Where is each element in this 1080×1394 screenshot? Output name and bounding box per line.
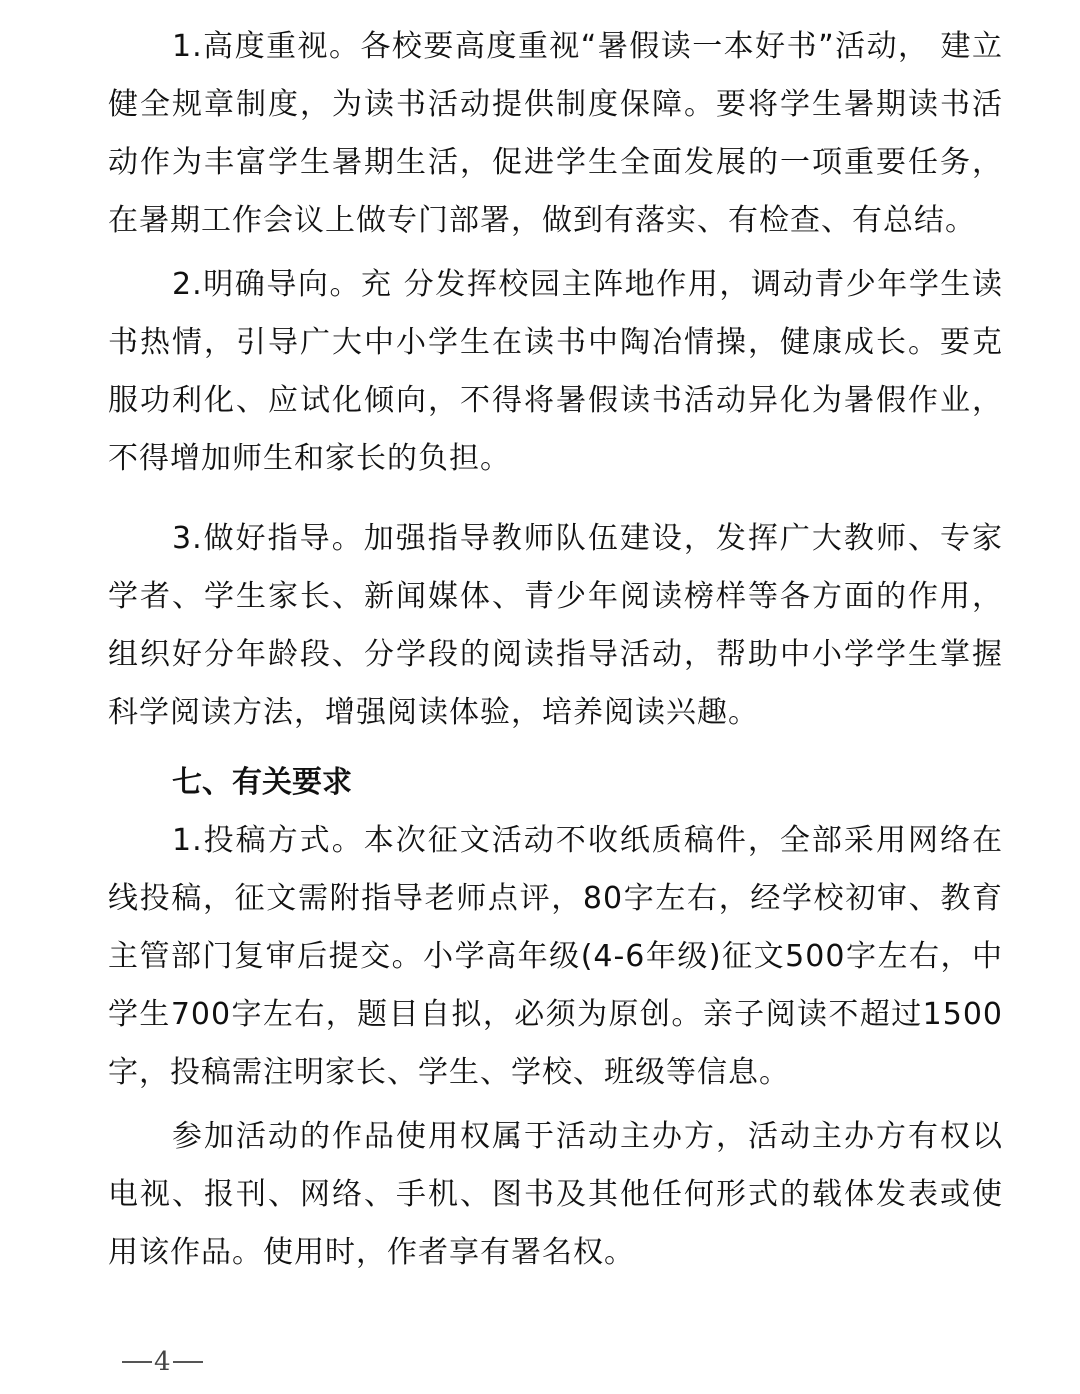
document-page <box>108 18 1003 1288</box>
paragraph-rights: 参加活动的作品使用权属于活动主办方，活动主办方有权以电视、报刊、网络、手机、图书及其他任何形式的载体发表或使用该作品。使用时，作者享有署名权。 <box>108 1119 1003 1270</box>
paragraph-guidance: 2.明确导向。充 分发挥校园主阵地作用，调动青少年学生读书热情，引导广大中小学生在读书中陶冶情操，健康成长。要克服功利化、应试化倾向，不得将暑假读书活动异化为暑假作业，不得增加师生和家长的负担。 <box>108 267 1003 476</box>
paragraph-emphasis: 1.高度重视。各校要高度重视“暑假读一本好书”活动， 建立健全规章制度，为读书活动提供制度保障。要将学生暑期读书活动作为丰富学生暑期生活，促进学生全面发展的一项重要任务，在暑期工作会议上做专门部署，做到有落实、有检查、有总结。 <box>108 29 1003 238</box>
footer-dash-left <box>122 1361 152 1363</box>
page-number: 4 <box>154 1347 171 1377</box>
paragraph-submission: 1.投稿方式。本次征文活动不收纸质稿件，全部采用网络在线投稿，征文需附指导老师点评，80字左右，经学校初审、教育主管部门复审后提交。小学高年级(4-6年级)征文500字左右，中学生700字左右，题目自拟，必须为原创。亲子阅读不超过1500字，投稿需注明家长、学生、学校、班级等信息。 <box>108 823 1003 1090</box>
footer-dash-right <box>173 1361 203 1363</box>
page-footer <box>122 1342 203 1382</box>
section-heading: 七、有关要求 <box>172 765 352 800</box>
paragraph-instruction: 3.做好指导。加强指导教师队伍建设，发挥广大教师、专家学者、学生家长、新闻媒体、青少年阅读榜样等各方面的作用，组织好分年龄段、分学段的阅读指导活动，帮助中小学学生掌握科学阅读方法，增强阅读体验，培养阅读兴趣。 <box>108 521 1003 730</box>
